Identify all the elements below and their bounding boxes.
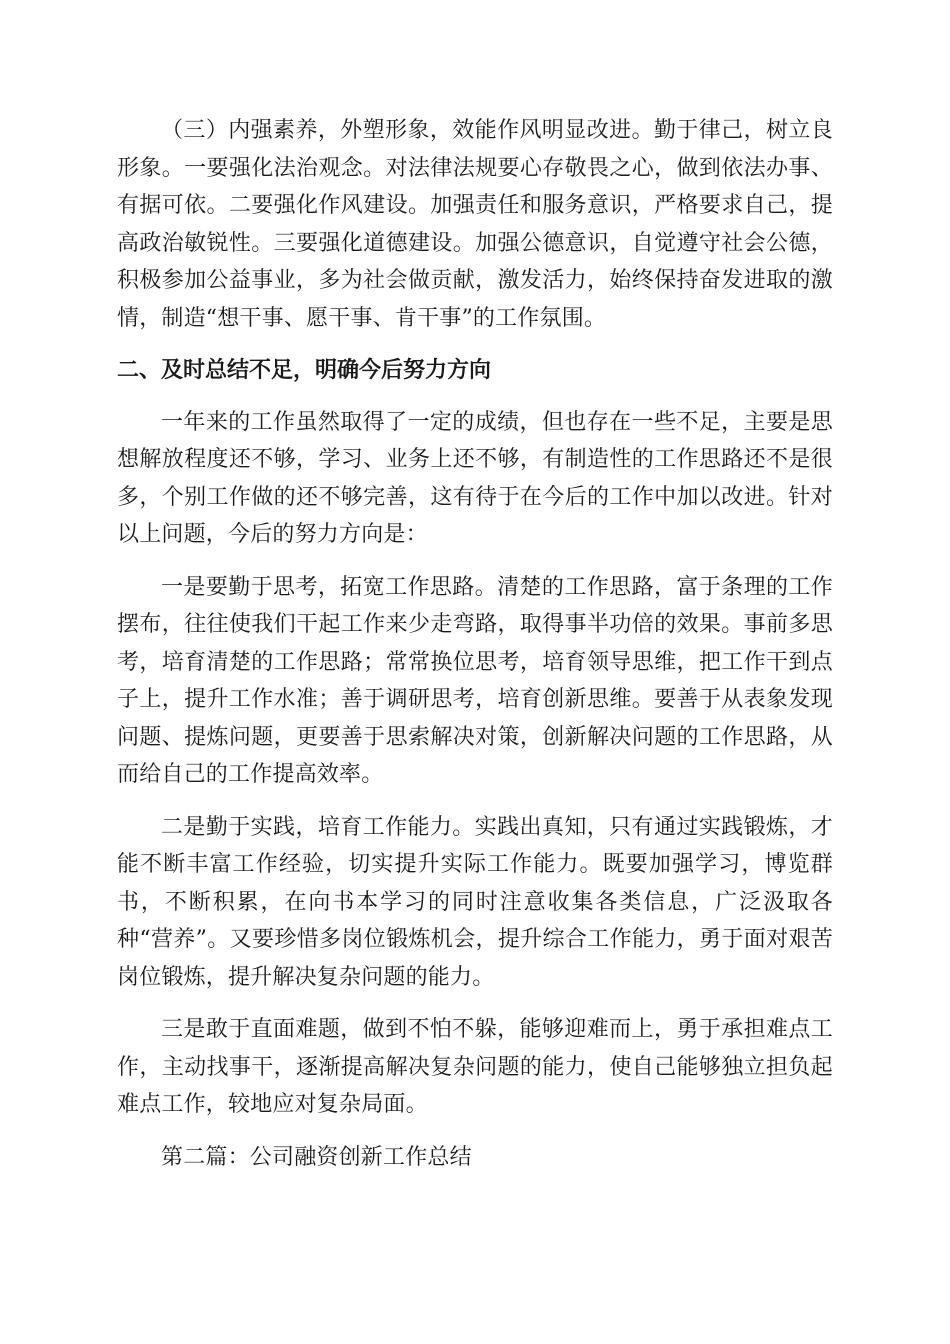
document-page (117, 112, 833, 1176)
paragraph-difficulties: 三是敢于直面难题，做到不怕不躲，能够迎难而上，勇于承担难点工作，主动找事干，逐渐提高解决复杂问题的能力，使自己能够独立担负起难点工作，较地应对复杂局面。 (117, 1017, 833, 1117)
paragraph-shortcomings: 一年来的工作虽然取得了一定的成绩，但也存在一些不足，主要是思想解放程度还不够，学习、业务上还不够，有制造性的工作思路还不是很多，个别工作做的还不够完善，这有待于在今后的工作中加以改进。针对以上问题，今后的努力方向是： (117, 409, 833, 547)
next-article-title: 第二篇：公司融资创新工作总结 (161, 1144, 472, 1170)
paragraph-practice: 二是勤于实践，培育工作能力。实践出真知，只有通过实践锻炼，才能不断丰富工作经验，切实提升实际工作能力。既要加强学习，博览群书，不断积累，在向书本学习的同时注意收集各类信息，广泛汲取各种“营养”。又要珍惜多岗位锻炼机会，提升综合工作能力，勇于面对艰苦岗位锻炼，提升解决复杂问题的能力。 (117, 814, 833, 990)
section-heading-2: 二、及时总结不足，明确今后努力方向 (117, 357, 492, 383)
paragraph-efficiency-style: （三）内强素养，外塑形象，效能作风明显改进。勤于律己，树立良形象。一要强化法治观念。对法律法规要心存敬畏之心，做到依法办事、有据可依。二要强化作风建设。加强责任和服务意识，严格要求自己，提高政治敏锐性。三要强化道德建设。加强公德意识，自觉遵守社会公德，积极参加公益事业，多为社会做贡献，激发活力，始终保持奋发进取的激情，制造“想干事、愿干事、肯干事”的工作氛围。 (117, 118, 833, 331)
paragraph-thinking: 一是要勤于思考，拓宽工作思路。清楚的工作思路，富于条理的工作摆布，往往使我们干起工作来少走弯路，取得事半功倍的效果。事前多思考，培育清楚的工作思路；常常换位思考，培育领导思维，把工作干到点子上，提升工作水准；善于调研思考，培育创新思维。要善于从表象发现问题、提炼问题，更要善于思索解决对策，创新解决问题的工作思路，从而给自己的工作提高效率。 (117, 574, 833, 787)
